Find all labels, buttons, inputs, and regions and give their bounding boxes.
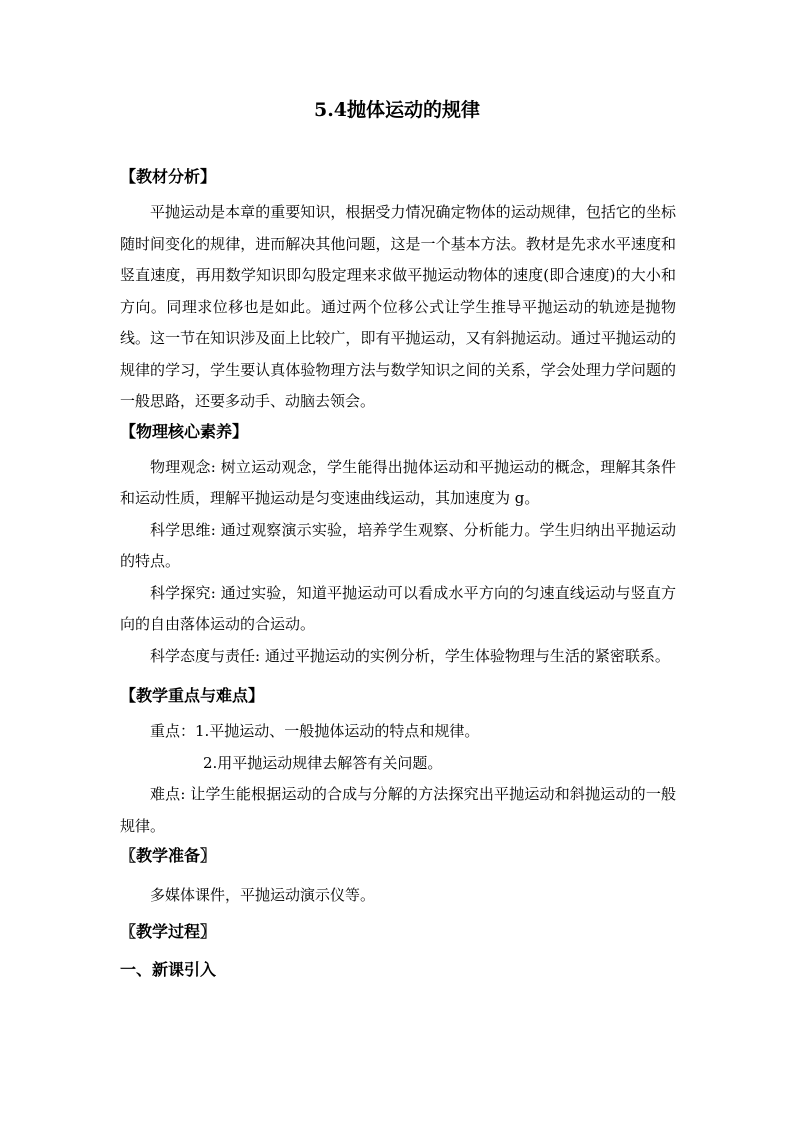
section-heading: 〖教学准备〗 [120, 846, 217, 865]
section-heading: 【物理核心素养】 [120, 421, 249, 441]
paragraph: 科学态度与责任: 通过平抛运动的实例分析，学生体验物理与生活的紧密联系。 [150, 646, 670, 665]
section-focus [120, 682, 676, 842]
section-heading: 【教材分析】 [120, 167, 217, 186]
section-prep [120, 842, 676, 912]
difficulty-point: 难点: 让学生能根据运动的合成与分解的方法探究出平抛运动和斜抛运动的一般规律。 [120, 785, 676, 835]
document-title: 5.4抛体运动的规律 [313, 99, 481, 121]
section-literacy [120, 418, 676, 673]
section-analysis [120, 163, 676, 418]
key-point-1: 重点：1.平抛运动、一般抛体运动的特点和规律。 [150, 722, 480, 740]
section-heading: 〖教学过程〗 [120, 921, 217, 941]
paragraph: 物理观念: 树立运动观念，学生能得出抛体运动和平抛运动的概念，理解其条件和运动性质，理解平抛运动是匀变速曲线运动，其加速度为 g。 [120, 457, 676, 507]
section-process [120, 918, 676, 984]
section-heading: 【教学重点与难点】 [120, 686, 265, 705]
document-body [120, 163, 676, 984]
paragraph: 科学思维: 通过观察演示实验，培养学生观察、分析能力。学生归纳出平抛运动的特点。 [120, 520, 676, 570]
paragraph: 平抛运动是本章的重要知识，根据受力情况确定物体的运动规律，包括它的坐标随时间变化的规律，进而解决其他问题，这是一个基本方法。教材是先求水平速度和竖直速度，再用数学知识即勾股定理来求做平抛运动物体的速度(即合速度)的大小和方向。同理求位移也是如此。通过两个位移公式让学生推导平抛运动的轨迹是抛物线。这一节在知识涉及面上比较广，即有平抛运动，又有斜抛运动。通过平抛运动的规律的学习，学生要认真体验物理方法与数学知识之间的关系，学会处理力学问题的一般思路，还要多动手、动脑去领会。 [120, 203, 676, 410]
key-point-2: 2.用平抛运动规律去解答有关问题。 [203, 753, 443, 772]
paragraph: 多媒体课件，平抛运动演示仪等。 [150, 886, 376, 904]
subsection-heading: 一、新课引入 [120, 959, 217, 979]
paragraph: 科学探究: 通过实验，知道平抛运动可以看成水平方向的匀速直线运动与竖直方向的自由落体运动的合运动。 [120, 583, 676, 633]
